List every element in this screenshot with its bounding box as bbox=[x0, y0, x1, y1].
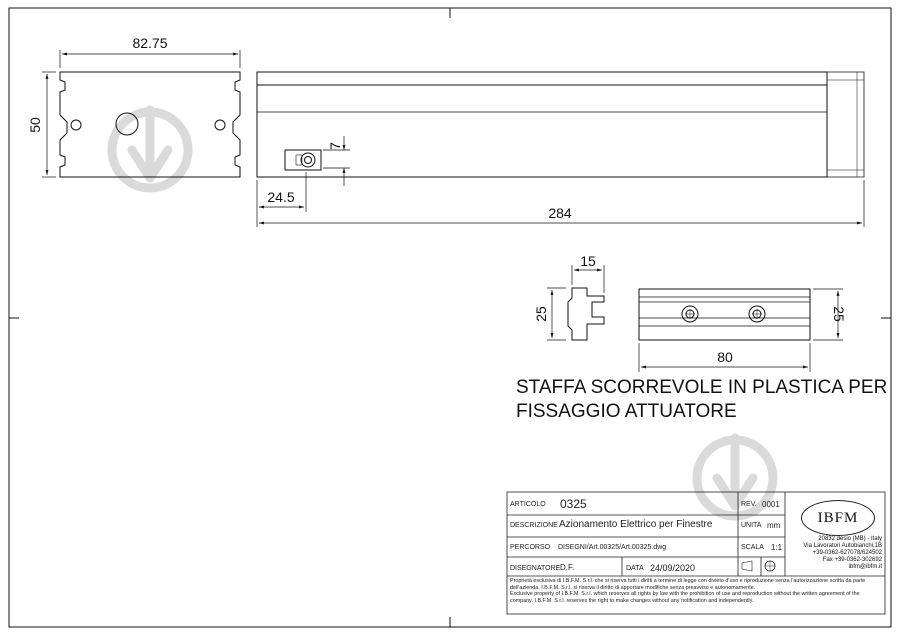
drawing-title-line2: FISSAGGIO ATTUATORE bbox=[516, 401, 737, 422]
legal-notice bbox=[510, 578, 882, 604]
drawing-title-line1: STAFFA SCORREVOLE IN PLASTICA PER bbox=[516, 377, 888, 398]
dim-bracket-width: 15 bbox=[580, 253, 596, 269]
company-address bbox=[786, 536, 882, 571]
bracket-end-view bbox=[568, 288, 604, 340]
address-line-4: Fax +39-0362-302692 bbox=[822, 557, 882, 563]
address-line-1: 20832 desio (MB) - Italy bbox=[818, 536, 882, 542]
dim-end-width: 82.75 bbox=[132, 35, 168, 51]
data-value: 24/09/2020 bbox=[650, 563, 696, 573]
percorso-value: DISEGNI/Art.00325/Art.00325.dwg bbox=[558, 544, 667, 551]
unita-value: mm bbox=[767, 521, 781, 530]
descrizione-value: Azionamento Elettrico per Finestre bbox=[559, 519, 713, 530]
articolo-label: ARTICOLO bbox=[510, 501, 546, 508]
rev-label: REV. bbox=[741, 501, 757, 508]
download-arrow-watermark-icon bbox=[112, 110, 188, 188]
dim-tab-offset: 24.5 bbox=[267, 189, 295, 205]
data-label: DATA bbox=[626, 565, 644, 572]
dim-bracket-length: 80 bbox=[717, 349, 733, 365]
address-line-5: ibfm@ibfm.it bbox=[848, 564, 882, 570]
bracket-side-dimensions bbox=[639, 289, 843, 372]
articolo-value: 0325 bbox=[560, 497, 587, 511]
disegnatore-value: D.F. bbox=[560, 563, 575, 572]
disegnatore-label: DISEGNATORE bbox=[510, 565, 561, 572]
side-view bbox=[257, 72, 864, 177]
scala-label: SCALA bbox=[741, 544, 764, 551]
descrizione-label: DESCRIZIONE bbox=[510, 522, 558, 529]
dim-bracket-height-left: 25 bbox=[533, 306, 549, 322]
legal-notice-it: Proprietà esclusiva di I.B.F.M. S.r.l. che si riserva tutti i diritti a termine di legge con divieto d'uso e riproduzione senza l'autorizzazione scritta da parte dell'azienda. I.B.F.M. S.r.l. si riserva il diritto di apportare modifiche senza preavviso e autonomamente. bbox=[510, 578, 866, 591]
address-line-2: Via Lavoratori Autobianchi,1B bbox=[803, 543, 882, 549]
dim-bracket-height-right: 25 bbox=[831, 306, 847, 322]
address-line-3: +39-0362-627078/624502 bbox=[812, 550, 882, 556]
percorso-label: PERCORSO bbox=[510, 544, 551, 551]
bracket-side-view bbox=[639, 289, 810, 340]
dim-total-length: 284 bbox=[548, 205, 572, 221]
legal-notice-en: Exclusive property of I.B.F.M. S.r.l. which reserves all rights by law with the prohibition of use and reproduction without the written agreement of the company. I.B.F.M. S.r.l. reserves the right to make changes without any notification and independently. bbox=[510, 591, 860, 604]
dim-tab-height: 7 bbox=[327, 142, 343, 150]
scala-value: 1:1 bbox=[771, 543, 783, 552]
drawing-title bbox=[516, 376, 887, 424]
rev-value: 0001 bbox=[762, 500, 780, 509]
dim-end-height: 50 bbox=[27, 117, 43, 133]
unita-label: UNITA bbox=[741, 522, 762, 529]
ibfm-logo: IBFM bbox=[801, 500, 875, 536]
